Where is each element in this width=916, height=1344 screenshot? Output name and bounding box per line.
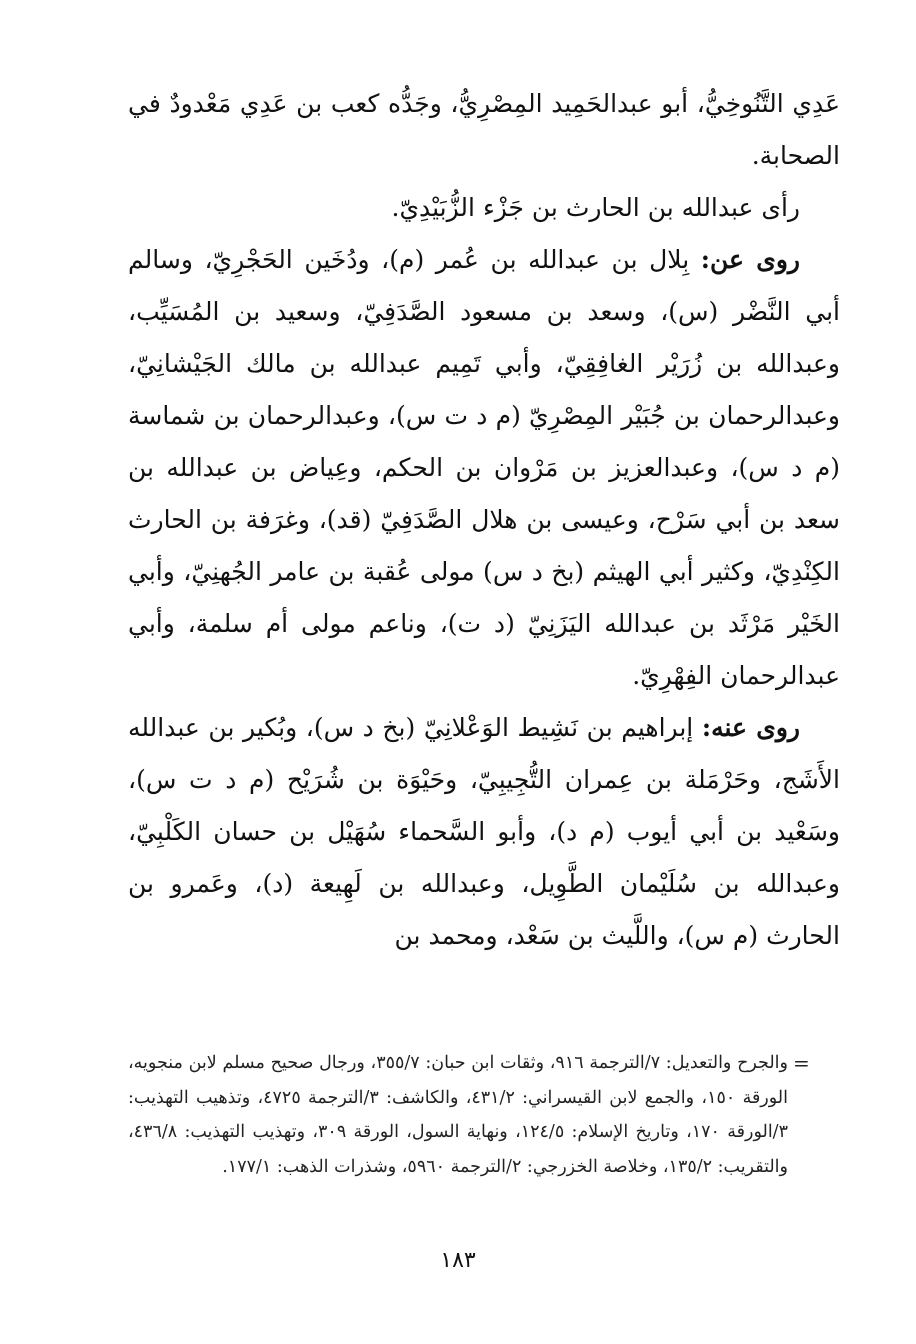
narrated-from-keyword: روى عن: [700, 245, 801, 274]
footnote-continuation-mark: = [793, 1051, 810, 1075]
paragraph-1 [128, 78, 840, 182]
footnote-text: والجرح والتعديل: ٧/الترجمة ٩١٦، وثقات ابن حبان: ٣٥٥/٧، ورجال صحيح مسلم لابن منجويه، الورقة ١٥٠، والجمع لابن القيسراني: ٤٣١/٢، والكاشف: ٣/الترجمة ٤٧٢٥، وتذهيب التهذيب: ٣/الورقة ١٧٠، وتاريخ الإسلام: ١٢٤/٥، ونهاية السول، الورقة ٣٠٩، وتهذيب التهذيب: ٤٣٦/٨، والتقريب: ١٣٥/٢، وخلاصة الخزرجي: ٢/الترجمة ٥٩٦٠، وشذرات الذهب: ١٧٧/١. [128, 1053, 788, 1177]
paragraph-narrated-by [128, 702, 840, 962]
paragraph-2 [128, 182, 840, 234]
main-text [128, 78, 840, 962]
narrated-by-text: إبراهيم بن نَشِيط الوَعْلانِيّ (بخ د س)، وبُكير بن عبدالله الأَشَج، وحَرْمَلة بن عِمران التُّجِيبِيّ، وحَيْوَة بن شُرَيْح (م د ت س)، وسَعْيد بن أبي أيوب (م د)، وأبو السَّحماء سُهَيْل بن حسان الكَلْبِيّ، وعبدالله بن سُلَيْمان الطَّوِيل، وعبدالله بن لَهِيعة (د)، وعَمرو بن الحارث (م س)، واللَّيث بن سَعْد، ومحمد بن [128, 713, 840, 950]
footnote [128, 1046, 788, 1184]
paragraph-2-text: رأى عبدالله بن الحارث بن جَزْء الزُّبَيْدِيّ. [391, 193, 800, 222]
page-number: ١٨٣ [440, 1248, 476, 1273]
narrated-from-text: بِلال بن عبدالله بن عُمر (م)، ودُخَين الحَجْرِيّ، وسالم أبي النَّضْر (س)، وسعد بن مسعود الصَّدَفِيّ، وسعيد بن المُسَيِّب، وعبدالله بن زُرَيْر الغافِقِيّ، وأبي تَمِيم عبدالله بن مالك الجَيْشانِيّ، وعبدالرحمان بن جُبَيْر المِصْرِيّ (م د ت س)، وعبدالرحمان بن شماسة (م د س)، وعبدالعزيز بن مَرْوان بن الحكم، وعِياض بن عبدالله بن سعد بن أبي سَرْح، وعيسى بن هلال الصَّدَفِيّ (قد)، وغرَفة بن الحارث الكِنْدِيّ، وكثير أبي الهيثم (بخ د س) مولى عُقبة بن عامر الجُهنِيّ، وأبي الخَيْر مَرْثَد بن عبدالله اليَزَنِيّ (د ت)، وناعم مولى أم سلمة، وأبي عبدالرحمان الفِهْرِيّ. [128, 245, 840, 690]
paragraph-narrated-from [128, 234, 840, 702]
narrated-by-keyword: روى عنه: [701, 713, 800, 742]
paragraph-1-text: عَدِي التَّنُوخِيُّ، أبو عبدالحَمِيد المِصْرِيُّ، وجَدُّه كعب بن عَدِي مَعْدودٌ في الصحابة. [128, 89, 840, 170]
